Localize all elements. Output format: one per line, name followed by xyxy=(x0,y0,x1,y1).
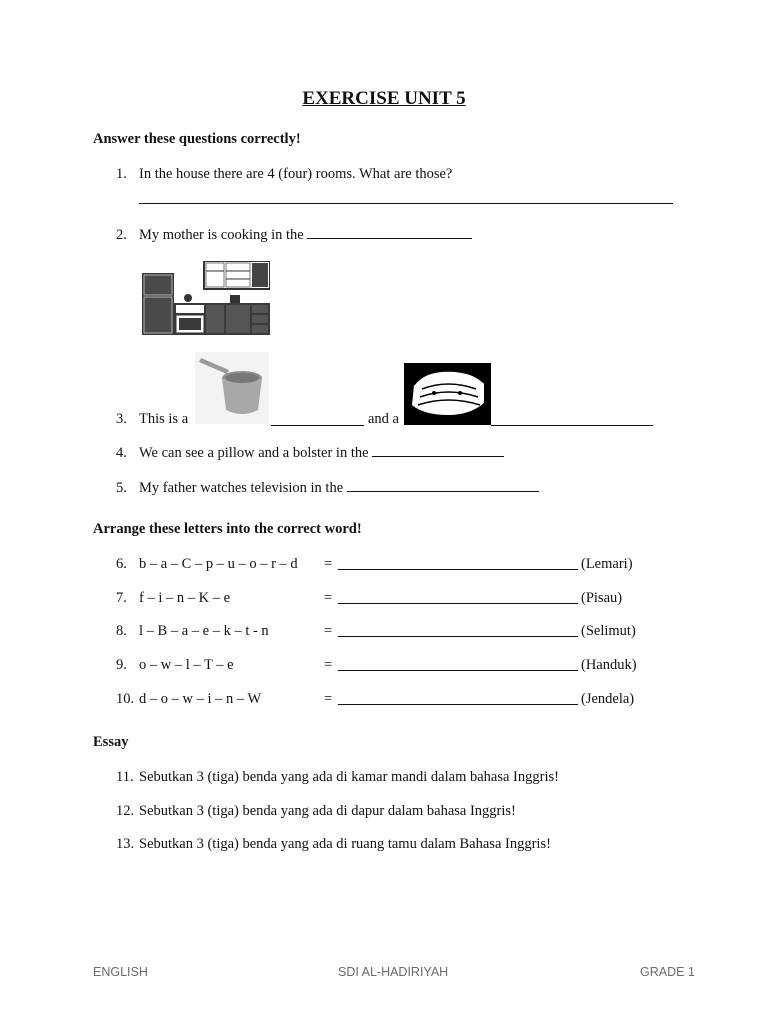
question-number: 3. xyxy=(116,411,127,427)
essay-question xyxy=(116,769,559,786)
answer-line[interactable] xyxy=(338,636,578,637)
section-c-heading: Essay xyxy=(93,734,129,750)
answer-line-4[interactable] xyxy=(372,444,504,457)
hint-word: (Handuk) xyxy=(581,657,637,673)
item-number: 6. xyxy=(116,556,127,572)
equals-sign: = xyxy=(324,657,333,673)
section-b-heading: Arrange these letters into the correct word! xyxy=(93,521,362,537)
answer-line[interactable] xyxy=(338,670,578,671)
question-number: 11. xyxy=(116,769,134,785)
arrange-item xyxy=(116,623,676,641)
hint-word: (Jendela) xyxy=(581,691,635,707)
answer-line-5[interactable] xyxy=(347,479,539,492)
equals-sign: = xyxy=(324,691,333,707)
question-number: 4. xyxy=(116,445,127,461)
answer-line[interactable] xyxy=(338,569,578,570)
answer-line-1[interactable] xyxy=(139,203,673,204)
scrambled-letters: d – o – w – i – n – W xyxy=(139,691,262,707)
item-number: 9. xyxy=(116,657,127,673)
mattress-image xyxy=(404,363,491,425)
scrambled-letters: l – B – a – e – k – t - n xyxy=(139,623,269,639)
equals-sign: = xyxy=(324,590,333,606)
footer-subject: ENGLISH xyxy=(93,965,148,979)
answer-line-2[interactable] xyxy=(307,226,472,239)
arrange-item xyxy=(116,590,676,608)
arrange-item xyxy=(116,657,676,675)
question-number: 5. xyxy=(116,480,127,496)
question-text-a: This is a xyxy=(139,411,189,427)
question-1 xyxy=(116,166,452,183)
question-text: In the house there are 4 (four) rooms. What are those? xyxy=(139,166,453,182)
question-3-and: and a xyxy=(368,411,399,427)
footer-school: SDI AL-HADIRIYAH xyxy=(338,965,449,979)
question-number: 13. xyxy=(116,836,135,852)
kitchen-image xyxy=(142,261,270,335)
question-3 xyxy=(116,411,188,428)
essay-question xyxy=(116,836,551,853)
scrambled-letters: o – w – l – T – e xyxy=(139,657,234,673)
dipper-image xyxy=(195,352,269,424)
answer-line[interactable] xyxy=(338,603,578,604)
kitchen-illustration-icon xyxy=(142,261,270,335)
item-number: 10. xyxy=(116,691,135,707)
question-2 xyxy=(116,226,472,244)
question-text: Sebutkan 3 (tiga) benda yang ada di ruang tamu dalam Bahasa Inggris! xyxy=(139,836,551,852)
arrange-item xyxy=(116,691,676,709)
question-text: We can see a pillow and a bolster in the xyxy=(139,445,369,461)
water-dipper-icon xyxy=(195,352,269,424)
hint-word: (Selimut) xyxy=(581,623,636,639)
footer-grade: GRADE 1 xyxy=(640,965,695,979)
page-title: EXERCISE UNIT 5 xyxy=(302,88,466,109)
question-number: 2. xyxy=(116,227,127,243)
arrange-item xyxy=(116,556,676,574)
section-a-heading: Answer these questions correctly! xyxy=(93,131,301,147)
essay-question xyxy=(116,803,516,820)
question-number: 1. xyxy=(116,166,127,182)
answer-line[interactable] xyxy=(338,704,578,705)
mattress-icon xyxy=(404,363,491,425)
item-number: 7. xyxy=(116,590,127,606)
hint-word: (Lemari) xyxy=(581,556,633,572)
question-5 xyxy=(116,479,539,497)
answer-line-3b[interactable] xyxy=(491,425,653,426)
answer-line-3a[interactable] xyxy=(271,425,364,426)
scrambled-letters: b – a – C – p – u – o – r – d xyxy=(139,556,298,572)
question-text: Sebutkan 3 (tiga) benda yang ada di dapur dalam bahasa Inggris! xyxy=(139,803,516,819)
question-text: Sebutkan 3 (tiga) benda yang ada di kamar mandi dalam bahasa Inggris! xyxy=(139,769,559,785)
question-4 xyxy=(116,444,504,462)
question-text: My father watches television in the xyxy=(139,480,344,496)
scrambled-letters: f – i – n – K – e xyxy=(139,590,231,606)
item-number: 8. xyxy=(116,623,127,639)
equals-sign: = xyxy=(324,556,333,572)
equals-sign: = xyxy=(324,623,333,639)
hint-word: (Pisau) xyxy=(581,590,623,606)
question-number: 12. xyxy=(116,803,135,819)
question-text: My mother is cooking in the xyxy=(139,227,304,243)
